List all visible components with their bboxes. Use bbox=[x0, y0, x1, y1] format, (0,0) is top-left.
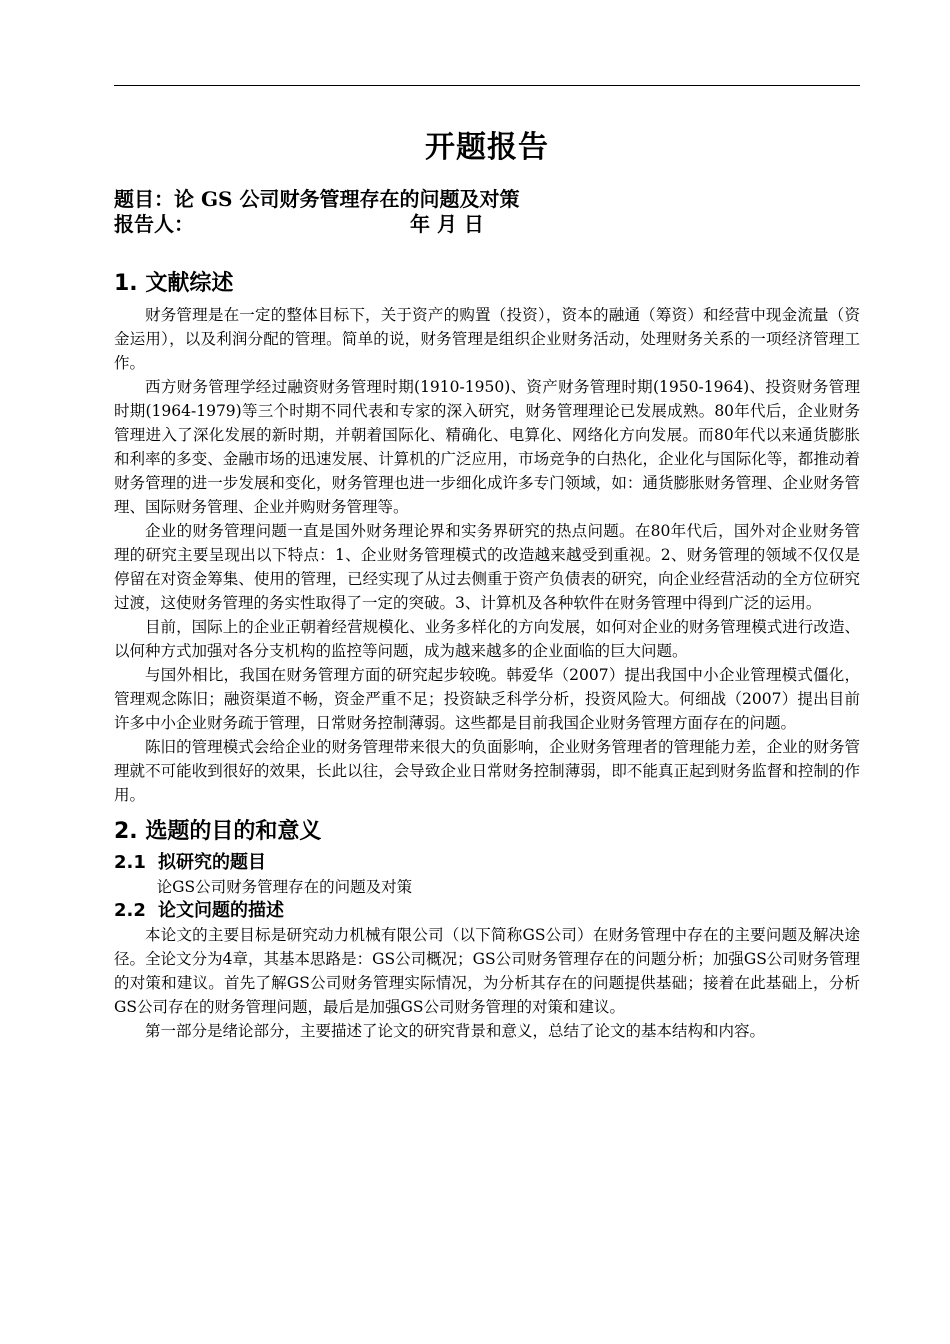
section-1-paragraph: 财务管理是在一定的整体目标下，关于资产的购置（投资），资本的融通（筹资）和经营中现金流量（资金运用），以及利润分配的管理。简单的说，财务管理是组织企业财务活动，处理财务关系的一项经济管理工作。 bbox=[114, 306, 860, 372]
header-rule bbox=[114, 85, 860, 86]
subsection-title: 拟研究的题目 bbox=[158, 852, 266, 873]
date-label: 年 月 日 bbox=[410, 212, 484, 236]
section-1-paragraph: 西方财务管理学经过融资财务管理时期(1910-1950)、资产财务管理时期(1950-1964)、投资财务管理时期(1964-1979)等三个时期不同代表和专家的深入研究，财务管理理论已发展成熟。80年代后，企业财务管理进入了深化发展的新时期，并朝着国际化、精确化、电算化、网络化方向发展。而80年代以来通货膨胀和利率的多变、金融市场的迅速发展、计算机的广泛应用，市场竞争的白热化，企业化与国际化等，都推动着财务管理的进一步发展和变化，财务管理也进一步细化成许多专门领域，如：通货膨胀财务管理、企业财务管理、国际财务管理、企业并购财务管理等。 bbox=[114, 378, 860, 516]
document-title: 开题报告 bbox=[425, 130, 549, 165]
section-1-paragraph: 企业的财务管理问题一直是国外财务理论界和实务界研究的热点问题。在80年代后，国外对企业财务管理的研究主要呈现出以下特点：1、企业财务管理模式的改造越来越受到重视。2、财务管理的领域不仅仅是停留在对资金筹集、使用的管理，已经实现了从过去侧重于资产负债表的研究，向企业经营活动的全方位研究过渡，这使财务管理的务实性取得了一定的突破。3、计算机及各种软件在财务管理中得到广泛的运用。 bbox=[114, 522, 860, 612]
reporter-row bbox=[114, 212, 860, 237]
research-topic-text: 论GS公司财务管理存在的问题及对策 bbox=[156, 878, 413, 896]
section-2-heading: 2. 选题的目的和意义 bbox=[114, 819, 322, 844]
subsection-2-1-heading bbox=[114, 851, 860, 875]
section-1-body bbox=[114, 303, 860, 807]
subsection-number: 2.1 bbox=[114, 852, 146, 873]
section-1-paragraph: 与国外相比，我国在财务管理方面的研究起步较晚。韩爱华（2007）提出我国中小企业管理模式僵化，管理观念陈旧；融资渠道不畅，资金严重不足；投资缺乏科学分析，投资风险大。何细战（2007）提出目前许多中小企业财务疏于管理，日常财务控制薄弱。这些都是目前我国企业财务管理方面存在的问题。 bbox=[114, 666, 860, 732]
subsection-title: 论文问题的描述 bbox=[158, 900, 284, 921]
subsection-2-2-paragraph: 第一部分是绪论部分，主要描述了论文的研究背景和意义，总结了论文的基本结构和内容。 bbox=[145, 1022, 766, 1040]
subsection-2-2-paragraph: 本论文的主要目标是研究动力机械有限公司（以下简称GS公司）在财务管理中存在的主要问题及解决途径。全论文分为4章，其基本思路是：GS公司概况；GS公司财务管理存在的问题分析；加强GS公司财务管理的对策和建议。首先了解GS公司财务管理实际情况，为分析其存在的问题提供基础；接着在此基础上，分析GS公司存在的财务管理问题，最后是加强GS公司财务管理的对策和建议。 bbox=[114, 926, 860, 1016]
section-1-paragraph: 陈旧的管理模式会给企业的财务管理带来很大的负面影响，企业财务管理者的管理能力差，企业的财务管理就不可能收到很好的效果，长此以往，会导致企业日常财务控制薄弱，即不能真正起到财务监督和控制的作用。 bbox=[114, 738, 860, 804]
subsection-number: 2.2 bbox=[114, 900, 146, 921]
section-1-paragraph: 目前，国际上的企业正朝着经营规模化、业务多样化的方向发展，如何对企业的财务管理模式进行改造、以何种方式加强对各分支机构的监控等问题，成为越来越多的企业面临的巨大问题。 bbox=[114, 618, 860, 660]
document-meta bbox=[114, 187, 860, 237]
document-page bbox=[114, 125, 860, 1043]
topic-line: 题目：论 GS 公司财务管理存在的问题及对策 bbox=[114, 187, 520, 211]
section-1-heading: 1. 文献综述 bbox=[114, 271, 234, 296]
subsection-2-2-heading bbox=[114, 899, 860, 923]
reporter-label: 报告人： bbox=[114, 212, 194, 236]
